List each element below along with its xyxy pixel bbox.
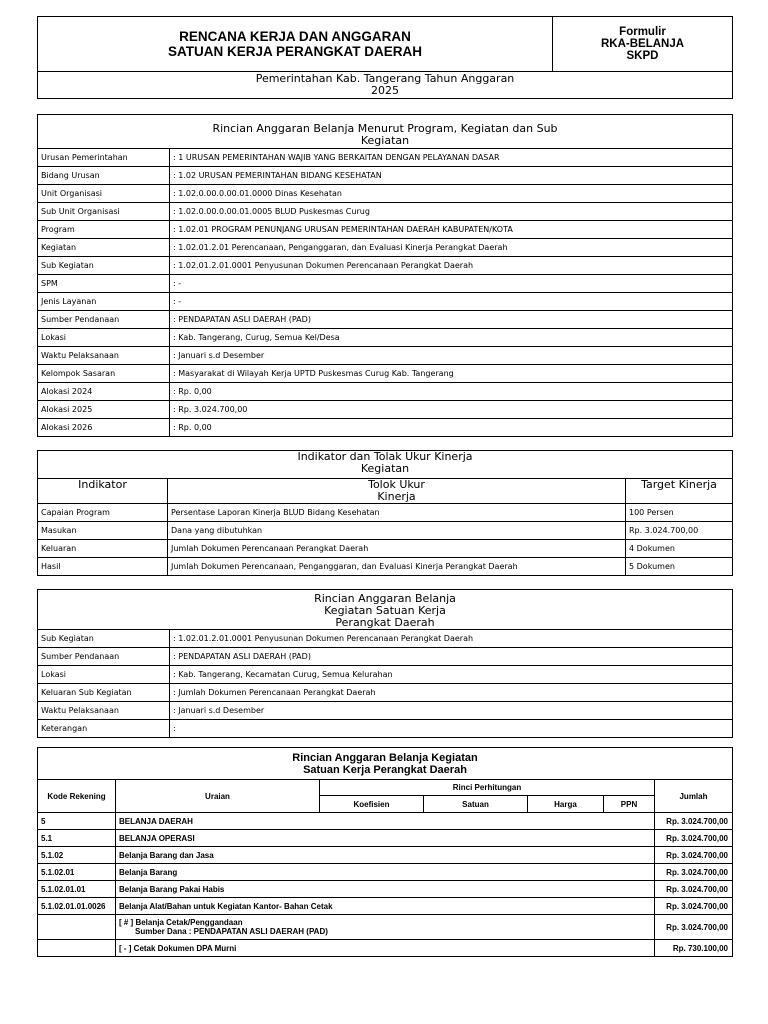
col-koefisien: Koefisien <box>320 796 424 813</box>
rek-title-line-2: Satuan Kerja Perangkat Daerah <box>303 763 467 776</box>
form-line-3: SKPD <box>626 50 659 62</box>
rek-jumlah: Rp. 3.024.700,00 <box>655 864 733 881</box>
subkegiatan-label: Sub Kegiatan <box>38 630 170 648</box>
program-value: : 1.02.0.00.0.00.01.0000 Dinas Kesehatan <box>170 185 733 203</box>
program-value: : 1.02.01.2.01 Perencanaan, Penganggaran, dan Evaluasi Kinerja Perangkat Daerah <box>170 239 733 257</box>
rek-group-jumlah: Rp. 3.024.700,00 <box>655 915 733 940</box>
rek-jumlah: Rp. 3.024.700,00 <box>655 898 733 915</box>
col-tolok-line-2: Kinerja <box>377 490 416 503</box>
program-row <box>38 239 733 257</box>
government-year <box>38 72 733 99</box>
program-label: SPM <box>38 275 170 293</box>
program-row <box>38 293 733 311</box>
program-label: Lokasi <box>38 329 170 347</box>
subkegiatan-value: : Januari s.d Desember <box>170 702 733 720</box>
program-label: Sumber Pendanaan <box>38 311 170 329</box>
col-tolok-ukur <box>168 479 626 504</box>
indicator-target: 100 Persen <box>626 504 733 522</box>
program-label: Urusan Pemerintahan <box>38 149 170 167</box>
program-label: Waktu Pelaksanaan <box>38 347 170 365</box>
rek-group-row <box>38 915 733 940</box>
col-kode-rekening: Kode Rekening <box>38 780 116 813</box>
rek-uraian: BELANJA OPERASI <box>116 830 655 847</box>
program-label: Alokasi 2025 <box>38 401 170 419</box>
program-value: : 1.02.01 PROGRAM PENUNJANG URUSAN PEMERINTAHAN DAERAH KABUPATEN/KOTA <box>170 221 733 239</box>
rek-uraian: Belanja Barang <box>116 864 655 881</box>
program-label: Alokasi 2026 <box>38 419 170 437</box>
program-row <box>38 275 733 293</box>
program-row <box>38 419 733 437</box>
rek-row <box>38 813 733 830</box>
indicator-title-line-1: Indikator dan Tolak Ukur Kinerja <box>297 450 473 463</box>
subkegiatan-label: Sumber Pendanaan <box>38 648 170 666</box>
indicator-row <box>38 522 733 540</box>
sub-title-line-2: Kegiatan Satuan Kerja <box>324 603 446 617</box>
program-label: Bidang Urusan <box>38 167 170 185</box>
form-line-1: Formulir <box>619 26 666 38</box>
rekening-section-title <box>38 748 733 780</box>
subkegiatan-row <box>38 702 733 720</box>
rek-jumlah: Rp. 3.024.700,00 <box>655 847 733 864</box>
col-satuan: Satuan <box>424 796 528 813</box>
program-label: Program <box>38 221 170 239</box>
col-harga: Harga <box>528 796 604 813</box>
indicator-row <box>38 558 733 576</box>
indicator-tolok: Jumlah Dokumen Perencanaan, Penganggaran, dan Evaluasi Kinerja Perangkat Daerah <box>168 558 626 576</box>
rek-jumlah: Rp. 3.024.700,00 <box>655 830 733 847</box>
title-line-1: RENCANA KERJA DAN ANGGARAN <box>179 29 411 44</box>
subkegiatan-label: Waktu Pelaksanaan <box>38 702 170 720</box>
sub-title-line-1: Rincian Anggaran Belanja <box>314 591 456 605</box>
col-rinci-perhitungan: Rinci Perhitungan <box>320 780 655 796</box>
program-row <box>38 167 733 185</box>
gov-line-1: Pemerintahan Kab. Tangerang Tahun Anggaran <box>255 72 515 85</box>
col-tolok-line-1: Tolok Ukur <box>368 478 425 491</box>
subkegiatan-section <box>37 589 733 738</box>
program-value: : Rp. 0,00 <box>170 419 733 437</box>
col-uraian: Uraian <box>116 780 320 813</box>
rek-group-line-2: Sumber Dana : PENDAPATAN ASLI DAERAH (PAD) <box>135 927 328 936</box>
rek-item-jumlah: Rp. 730.100,00 <box>655 940 733 957</box>
rek-row <box>38 898 733 915</box>
rek-jumlah: Rp. 3.024.700,00 <box>655 813 733 830</box>
rek-row <box>38 830 733 847</box>
program-value: : 1.02.01.2.01.0001 Penyusunan Dokumen Perencanaan Perangkat Daerah <box>170 257 733 275</box>
indicator-indikator: Hasil <box>38 558 168 576</box>
program-row <box>38 365 733 383</box>
program-row <box>38 149 733 167</box>
subkegiatan-section-title <box>38 590 733 630</box>
program-value: : Kab. Tangerang, Curug, Semua Kel/Desa <box>170 329 733 347</box>
program-section-title <box>38 115 733 149</box>
program-row <box>38 185 733 203</box>
indicator-indikator: Keluaran <box>38 540 168 558</box>
indicator-tolok: Persentase Laporan Kinerja BLUD Bidang Kesehatan <box>168 504 626 522</box>
program-value: : - <box>170 275 733 293</box>
rek-group-line-1: [ # ] Belanja Cetak/Penggandaan <box>119 918 243 927</box>
program-value: : Rp. 0,00 <box>170 383 733 401</box>
subkegiatan-value: : Jumlah Dokumen Perencanaan Perangkat Daerah <box>170 684 733 702</box>
subkegiatan-label: Lokasi <box>38 666 170 684</box>
form-line-2: RKA-BELANJA <box>600 38 685 50</box>
rek-group-uraian <box>116 915 655 940</box>
rekening-section <box>37 747 733 957</box>
program-row <box>38 401 733 419</box>
program-title-line-2: Kegiatan <box>360 134 410 147</box>
indicator-row <box>38 504 733 522</box>
program-label: Alokasi 2024 <box>38 383 170 401</box>
document-title <box>38 17 553 72</box>
program-row <box>38 257 733 275</box>
rek-uraian: Belanja Barang dan Jasa <box>116 847 655 864</box>
col-jumlah: Jumlah <box>655 780 733 813</box>
program-label: Kegiatan <box>38 239 170 257</box>
rek-kode: 5.1.02 <box>38 847 116 864</box>
indicator-row <box>38 540 733 558</box>
rek-uraian: Belanja Alat/Bahan untuk Kegiatan Kantor- Bahan Cetak <box>116 898 655 915</box>
indicator-target: 5 Dokumen <box>626 558 733 576</box>
rek-uraian: BELANJA DAERAH <box>116 813 655 830</box>
col-target-kinerja: Target Kinerja <box>626 479 733 504</box>
gov-line-2: 2025 <box>371 84 399 97</box>
indicator-section-title <box>38 451 733 479</box>
rek-jumlah: Rp. 3.024.700,00 <box>655 881 733 898</box>
rek-kode: 5.1.02.01 <box>38 864 116 881</box>
program-label: Jenis Layanan <box>38 293 170 311</box>
program-row <box>38 347 733 365</box>
program-value: : 1.02 URUSAN PEMERINTAHAN BIDANG KESEHATAN <box>170 167 733 185</box>
program-value: : Masyarakat di Wilayah Kerja UPTD Puskesmas Curug Kab. Tangerang <box>170 365 733 383</box>
indicator-tolok: Dana yang dibutuhkan <box>168 522 626 540</box>
rek-uraian: Belanja Barang Pakai Habis <box>116 881 655 898</box>
subkegiatan-value: : 1.02.01.2.01.0001 Penyusunan Dokumen Perencanaan Perangkat Daerah <box>170 630 733 648</box>
form-code <box>553 17 733 72</box>
program-title-line-1: Rincian Anggaran Belanja Menurut Program, Kegiatan dan Sub <box>212 122 558 135</box>
program-value: : PENDAPATAN ASLI DAERAH (PAD) <box>170 311 733 329</box>
indicator-tolok: Jumlah Dokumen Perencanaan Perangkat Daerah <box>168 540 626 558</box>
subkegiatan-value: : <box>170 720 733 738</box>
program-row <box>38 221 733 239</box>
rek-row <box>38 847 733 864</box>
program-value: : 1.02.0.00.0.00.01.0005 BLUD Puskesmas Curug <box>170 203 733 221</box>
program-row <box>38 311 733 329</box>
subkegiatan-value: : PENDAPATAN ASLI DAERAH (PAD) <box>170 648 733 666</box>
col-ppn: PPN <box>604 796 655 813</box>
subkegiatan-row <box>38 630 733 648</box>
subkegiatan-label: Keluaran Sub Kegiatan <box>38 684 170 702</box>
header-box <box>37 16 733 99</box>
indicator-target: 4 Dokumen <box>626 540 733 558</box>
rek-title-line-1: Rincian Anggaran Belanja Kegiatan <box>292 751 478 764</box>
subkegiatan-label: Keterangan <box>38 720 170 738</box>
indicator-section <box>37 450 733 576</box>
program-row <box>38 383 733 401</box>
subkegiatan-value: : Kab. Tangerang, Kecamatan Curug, Semua Kelurahan <box>170 666 733 684</box>
program-row <box>38 329 733 347</box>
rek-row <box>38 881 733 898</box>
title-line-2: SATUAN KERJA PERANGKAT DAERAH <box>167 44 422 59</box>
program-value: : 1 URUSAN PEMERINTAHAN WAJIB YANG BERKAITAN DENGAN PELAYANAN DASAR <box>170 149 733 167</box>
rek-item-uraian: [ - ] Cetak Dokumen DPA Murni <box>116 940 655 957</box>
subkegiatan-row <box>38 684 733 702</box>
rek-item-row <box>38 940 733 957</box>
rek-kode: 5.1.02.01.01.0026 <box>38 898 116 915</box>
program-label: Sub Unit Organisasi <box>38 203 170 221</box>
indicator-title-line-2: Kegiatan <box>360 462 410 475</box>
indicator-indikator: Masukan <box>38 522 168 540</box>
subkegiatan-row <box>38 720 733 738</box>
program-value: : Rp. 3.024.700,00 <box>170 401 733 419</box>
program-label: Unit Organisasi <box>38 185 170 203</box>
program-label: Sub Kegiatan <box>38 257 170 275</box>
rek-kode: 5 <box>38 813 116 830</box>
rek-kode: 5.1 <box>38 830 116 847</box>
indicator-indikator: Capaian Program <box>38 504 168 522</box>
program-value: : - <box>170 293 733 311</box>
rek-row <box>38 864 733 881</box>
subkegiatan-row <box>38 648 733 666</box>
program-value: : Januari s.d Desember <box>170 347 733 365</box>
sub-title-line-3: Perangkat Daerah <box>335 615 435 629</box>
subkegiatan-row <box>38 666 733 684</box>
program-row <box>38 203 733 221</box>
rek-kode: 5.1.02.01.01 <box>38 881 116 898</box>
program-section <box>37 114 733 437</box>
indicator-target: Rp. 3.024.700,00 <box>626 522 733 540</box>
program-label: Kelompok Sasaran <box>38 365 170 383</box>
col-indikator: Indikator <box>38 479 168 504</box>
